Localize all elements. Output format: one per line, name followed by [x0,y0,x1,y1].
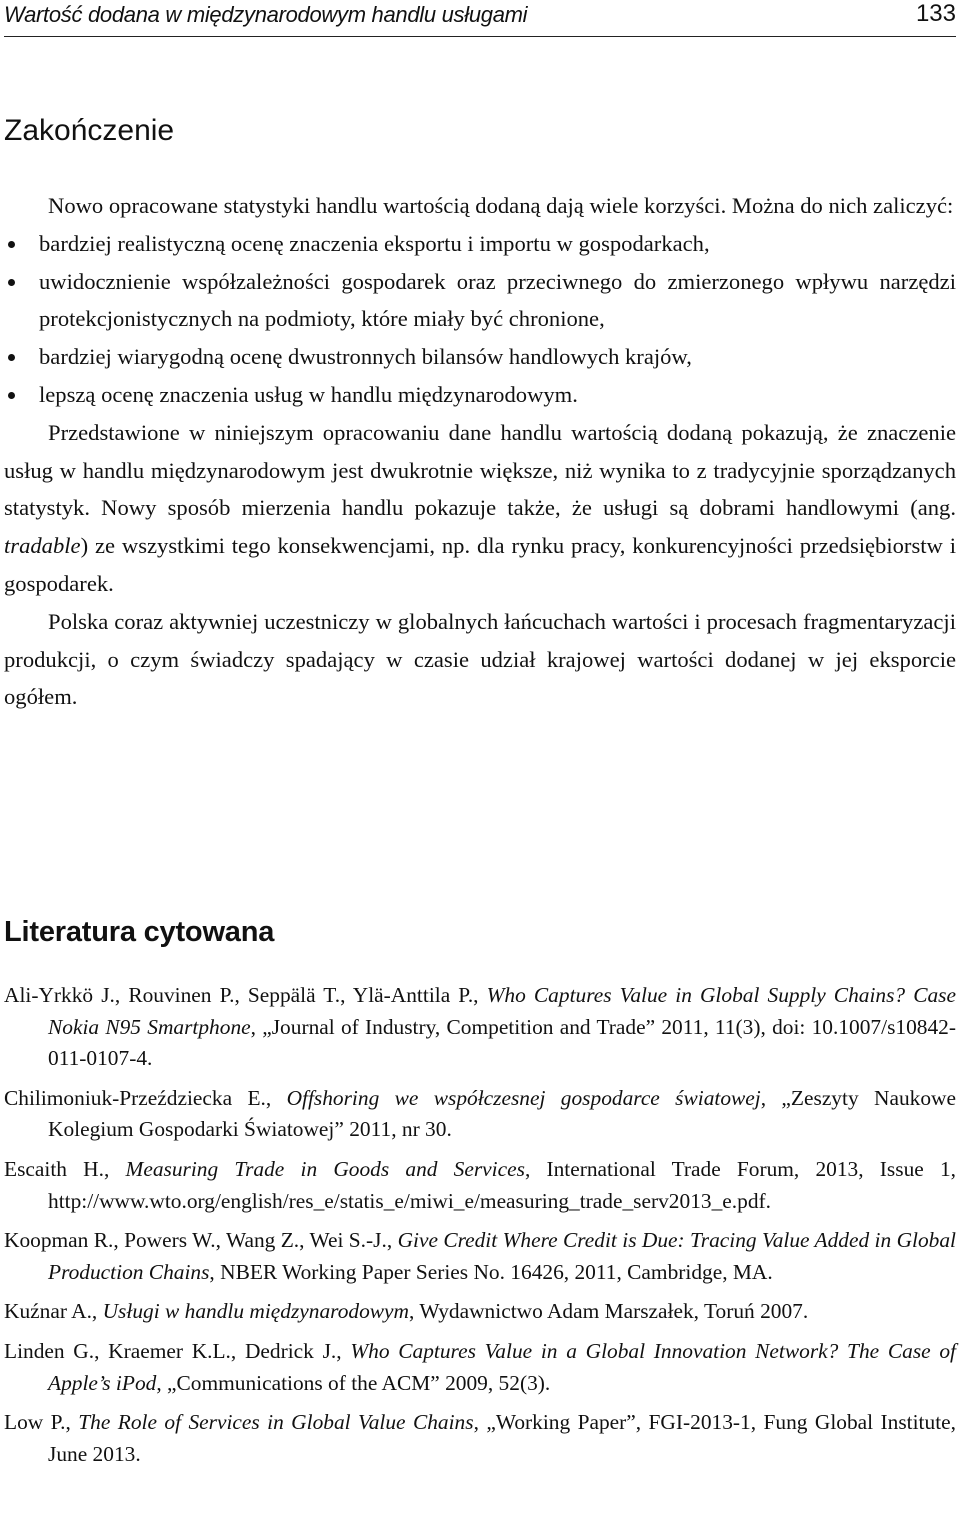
reference-title: Usługi w handlu międzynarodowym [102,1299,410,1324]
page-header [4,0,956,37]
reference-title: Who Captures Value in Global Supply Chains? Case Nokia N95 Smartphone [48,983,956,1039]
reference-authors: Ali-Yrkkö J., Rouvinen P., Seppälä T., Ylä-Anttila P., [4,983,487,1007]
page [4,0,956,1466]
reference-title: Who Captures Value in a Global Innovation Network? The Case of Apple’s iPod [48,1338,956,1395]
running-head: Wartość dodana w międzynarodowym handlu usługami [4,2,528,27]
section-title-conclusion: Zakończenie [4,114,175,147]
reference-details: , Wydawnictwo Adam Marszałek, Toruń 2007. [409,1299,809,1324]
reference-item [4,1336,956,1399]
reference-authors: Chilimoniuk-Przeździecka E., [4,1085,287,1110]
list-item: uwidocznienie współzależności gospodarek oraz przeciwnego do zmierzonego wpływu narzędzi protekcjonistycznych na podmioty, które miały być chronione, [4,263,956,339]
italic-term: tradable [4,533,81,559]
list-item: lepszą ocenę znaczenia usług w handlu międzynarodowym. [4,376,956,414]
reference-details: , „Communications of the ACM” 2009, 52(3). [156,1370,551,1395]
section-title-references: Literatura cytowana [4,916,275,948]
reference-item [4,1407,956,1470]
reference-title: Give Credit Where Credit is Due: Tracing Value Added in Global Production Chains [48,1228,956,1284]
reference-authors: Linden G., Kraemer K.L., Dedrick J., [4,1338,351,1363]
services-paragraph [4,414,956,603]
reference-authors: Kuźnar A., [4,1299,103,1324]
poland-paragraph: Polska coraz aktywniej uczestniczy w globalnych łańcuchach wartości i procesach fragmentaryzacji produkcji, o czym świadczy spadający w czasie udział krajowej wartości dodanej w jej eksporcie ogółem. [4,608,956,710]
conclusion-body [4,187,956,716]
reference-item [4,1083,956,1146]
reference-title: Measuring Trade in Goods and Services [125,1156,525,1181]
reference-details: , „Working Paper”, FGI-2013-1, Fung Global Institute, June 2013. [48,1410,956,1466]
reference-list [4,980,956,1478]
intro-paragraph: Nowo opracowane statystyki handlu wartością dodaną dają wiele korzyści. Można do nich zaliczyć: [48,193,954,218]
reference-title: The Role of Services in Global Value Chains [78,1410,474,1435]
reference-item [4,1154,956,1217]
paragraph-text: ) ze wszystkimi tego konsekwencjami, np. dla rynku pracy, konkurencyjności przedsiębiorstw i gospodarek. [4,533,956,596]
reference-details: , „Journal of Industry, Competition and Trade” 2011, 11(3), doi: 10.1007/s10842-011-0107-4. [48,1014,956,1071]
reference-item [4,980,956,1075]
reference-details: , International Trade Forum, 2013, Issue 1, http://www.wto.org/english/res_e/statis_e/miwi_e/measuring_trade_serv2013_e.pdf. [48,1156,956,1213]
page-number: 133 [915,0,956,27]
benefits-list [4,225,956,414]
reference-item [4,1225,956,1288]
reference-title: Offshoring we współczesnej gospodarce światowej [286,1085,761,1110]
reference-details: , NBER Working Paper Series No. 16426, 2011, Cambridge, MA. [209,1259,773,1284]
list-item: bardziej realistyczną ocenę znaczenia eksportu i importu w gospodarkach, [4,225,956,263]
paragraph-text: Przedstawione w niniejszym opracowaniu dane handlu wartością dodaną pokazują, że znaczenie usług w handlu międzynarodowym jest dwukrotnie większe, niż wynika to z tradycyjnie sporządzanych statystyk. Nowy sposób mierzenia handlu pokazuje także, że usługi są dobrami handlowymi (ang. [4,419,956,521]
reference-details: , „Zeszyty Naukowe Kolegium Gospodarki Światowej” 2011, nr 30. [48,1085,956,1142]
reference-item [4,1296,956,1328]
reference-authors: Escaith H., [4,1156,126,1181]
reference-authors: Koopman R., Powers W., Wang Z., Wei S.-J., [4,1228,398,1253]
list-item: bardziej wiarygodną ocenę dwustronnych bilansów handlowych krajów, [4,338,956,376]
reference-authors: Low P., [4,1410,79,1435]
